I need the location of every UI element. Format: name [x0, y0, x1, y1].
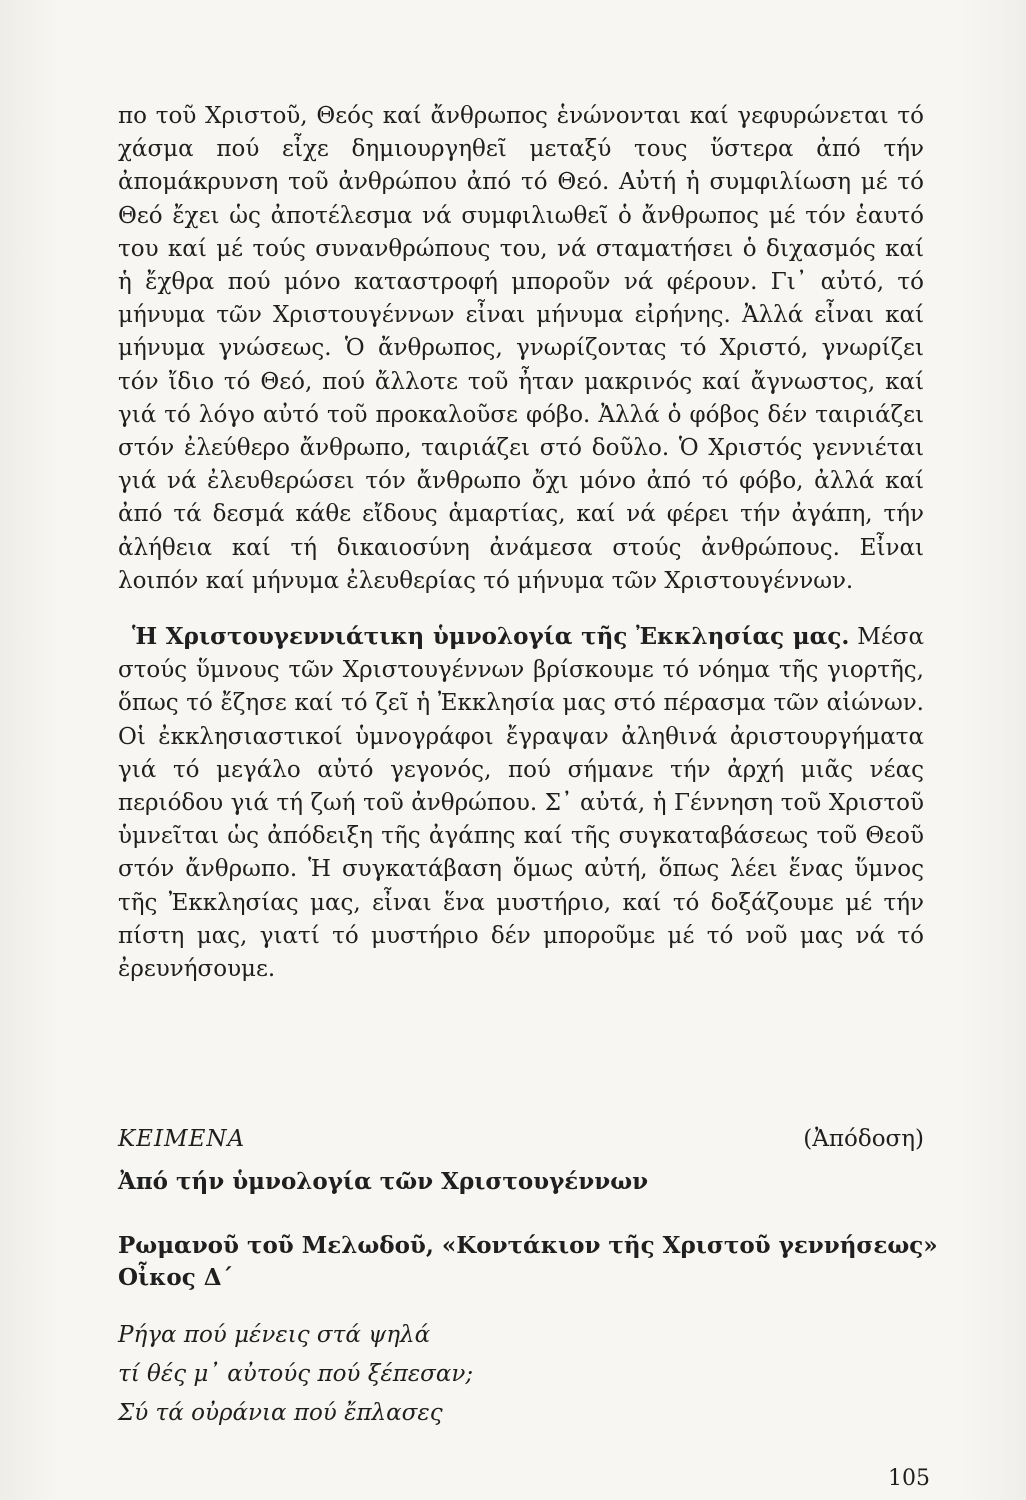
poem-line: τί θές μ᾿ αὐτούς πού ξέπεσαν;: [118, 1361, 474, 1387]
source-title: Ρωμανοῦ τοῦ Μελωδοῦ, «Κοντάκιον τῆς Χριστοῦ γεννήσεως»: [118, 1232, 938, 1259]
page-number: 105: [888, 1466, 930, 1491]
body-text: [118, 100, 924, 986]
texts-label: ΚΕΙΜΕΝΑ: [118, 1126, 246, 1152]
paragraph-2: [118, 620, 924, 986]
paragraph-2-text: Μέσα στούς ὕμνους τῶν Χριστουγέννων βρίσκουμε τό νόημα τῆς γιορτῆς, ὅπως τό ἔζησε καί τό ζεῖ ἡ Ἐκκλησία μας στό πέρασμα τῶν αἰώνων. Οἱ ἐκκλησιαστικοί ὑμνογράφοι ἔγραψαν ἀληθινά ἀριστουργήματα γιά τό μεγάλο αὐτό γεγονός, πού σήμανε τήν ἀρχή μιᾶς νέας περιόδου γιά τή ζωή τοῦ ἀνθρώπου. Σ᾿ αὐτά, ἡ Γέννηση τοῦ Χριστοῦ ὑμνεῖται ὡς ἀπόδειξη τῆς ἀγάπης καί τῆς συγκαταβάσεως τοῦ Θεοῦ στόν ἄνθρωπο. Ἡ συγκατάβαση ὅμως αὐτή, ὅπως λέει ἕνας ὕμνος τῆς Ἐκκλησίας μας, εἶναι ἕνα μυστήριο, καί τό δοξάζουμε μέ τήν πίστη μας, γιατί τό μυστήριο δέν μποροῦμε μέ τό νοῦ μας νά τό ἐρευνήσουμε.: [118, 624, 924, 983]
texts-heading: Ἀπό τήν ὑμνολογία τῶν Χριστουγέννων: [118, 1168, 649, 1195]
rendering-label: (Ἀπόδοση): [803, 1126, 924, 1152]
texts-header-row: [118, 1126, 924, 1152]
poem-line: Ρήγα πού μένεις στά ψηλά: [118, 1322, 431, 1348]
poem-line: Σύ τά οὐράνια πού ἔπλασες: [118, 1400, 443, 1426]
section-title: Οἶκος Δ΄: [118, 1264, 234, 1291]
paragraph-1: πο τοῦ Χριστοῦ, Θεός καί ἄνθρωπος ἑνώνονται καί γεφυρώνεται τό χάσμα πού εἶχε δημιουργηθεῖ μεταξύ τους ὕστερα ἀπό τήν ἀπομάκρυνση τοῦ ἀνθρώπου ἀπό τό Θεό. Αὐτή ἡ συμφιλίωση μέ τό Θεό ἔχει ὡς ἀποτέλεσμα νά συμφιλιωθεῖ ὁ ἄνθρωπος μέ τόν ἑαυτό του καί μέ τούς συνανθρώπους του, νά σταματήσει ὁ διχασμός καί ἡ ἔχθρα πού μόνο καταστροφή μποροῦν νά φέρουν. Γι᾿ αὐτό, τό μήνυμα τῶν Χριστουγέννων εἶναι μήνυμα εἰρήνης. Ἀλλά εἶναι καί μήνυμα γνώσεως. Ὁ ἄνθρωπος, γνωρίζοντας τό Χριστό, γνωρίζει τόν ἴδιο τό Θεό, πού ἄλλοτε τοῦ ἦταν μακρινός καί ἄγνωστος, καί γιά τό λόγο αὐτό τοῦ προκαλοῦσε φόβο. Ἀλλά ὁ φόβος δέν ταιριάζει στόν ἐλεύθερο ἄνθρωπο, ταιριάζει στό δοῦλο. Ὁ Χριστός γεννιέται γιά νά ἐλευθερώσει τόν ἄνθρωπο ὄχι μόνο ἀπό τό φόβο, ἀλλά καί ἀπό τά δεσμά κάθε εἴδους ἁμαρτίας, καί νά φέρει τήν ἀγάπη, τήν ἀλήθεια καί τή δικαιοσύνη ἀνάμεσα στούς ἀνθρώπους. Εἶναι λοιπόν καί μήνυμα ἐλευθερίας τό μήνυμα τῶν Χριστουγέννων.: [118, 103, 924, 594]
poem: [118, 1316, 473, 1433]
paragraph-2-heading: Ἡ Χριστουγεννιάτικη ὑμνολογία τῆς Ἐκκλησίας μας.: [132, 623, 850, 651]
